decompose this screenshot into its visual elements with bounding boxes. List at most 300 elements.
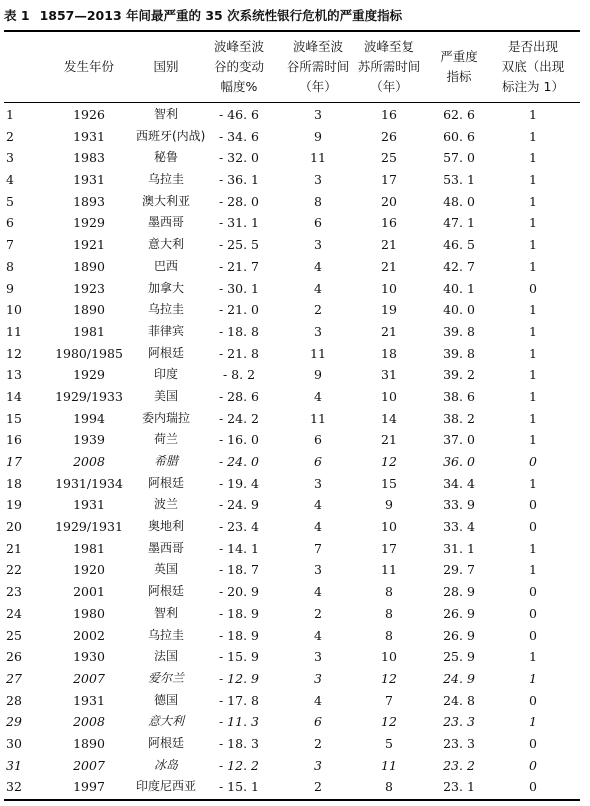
- row-years-to-recovery: 10: [381, 649, 397, 665]
- table-row: [0, 690, 590, 712]
- table-row: [0, 147, 590, 169]
- row-country: 阿根廷: [147, 735, 184, 750]
- row-double-dip: 1: [529, 345, 537, 361]
- row-double-dip: 1: [529, 562, 537, 578]
- row-years-to-trough: 9: [314, 367, 322, 383]
- row-year: 1920: [73, 562, 105, 578]
- row-double-dip: 0: [529, 454, 537, 469]
- row-double-dip: 1: [529, 128, 537, 144]
- row-number: 26: [6, 649, 22, 665]
- row-double-dip: 1: [529, 237, 537, 253]
- row-severity: 60. 6: [443, 128, 475, 144]
- table-row: [0, 278, 590, 300]
- row-number: 16: [6, 432, 22, 448]
- row-years-to-trough: 4: [314, 519, 322, 535]
- table-row: [0, 191, 590, 213]
- row-country: 西班牙(内战): [136, 128, 206, 143]
- row-severity: 23. 1: [443, 779, 475, 795]
- row-country: 巴西: [153, 258, 178, 273]
- row-number: 21: [6, 540, 22, 556]
- row-year: 1931/1934: [55, 475, 123, 491]
- bottom-rule: [4, 799, 580, 801]
- row-drop: - 23. 4: [218, 519, 259, 535]
- row-number: 6: [6, 215, 14, 231]
- row-number: 20: [6, 519, 22, 535]
- row-years-to-recovery: 10: [381, 388, 397, 404]
- row-years-to-recovery: 17: [381, 172, 397, 188]
- table-row: [0, 538, 590, 560]
- row-years-to-trough: 2: [314, 605, 322, 621]
- row-country: 意大利: [147, 237, 184, 252]
- row-year: 1893: [73, 193, 105, 209]
- table-caption: [4, 6, 402, 24]
- row-severity: 62. 6: [443, 107, 475, 122]
- row-number: 24: [6, 605, 22, 621]
- row-severity: 46. 5: [443, 237, 475, 253]
- row-drop: - 15. 9: [218, 649, 259, 665]
- row-severity: 40. 1: [443, 280, 475, 296]
- table-row: [0, 212, 590, 234]
- header-year: 发生年份: [63, 59, 114, 74]
- row-country: 意大利: [147, 714, 184, 729]
- row-years-to-trough: 4: [314, 584, 322, 600]
- table-row: [0, 646, 590, 668]
- row-double-dip: 0: [529, 779, 537, 795]
- row-country: 波兰: [153, 497, 178, 512]
- row-year: 1931: [73, 692, 105, 708]
- row-years-to-recovery: 11: [381, 757, 397, 773]
- row-years-to-trough: 3: [314, 107, 322, 122]
- row-year: 1921: [73, 237, 105, 253]
- row-year: 2008: [73, 714, 105, 730]
- row-years-to-recovery: 15: [381, 475, 397, 491]
- row-number: 29: [6, 714, 22, 730]
- row-years-to-recovery: 8: [385, 627, 393, 643]
- row-year: 1931: [73, 172, 105, 188]
- row-double-dip: 1: [529, 107, 537, 122]
- row-drop: - 15. 1: [218, 779, 259, 795]
- row-years-to-trough: 2: [314, 779, 322, 795]
- row-double-dip: 1: [529, 670, 537, 686]
- row-drop: - 31. 1: [218, 215, 259, 231]
- header-severity: 严重度 指标: [440, 49, 478, 84]
- row-country: 智利: [153, 605, 178, 620]
- row-years-to-recovery: 18: [381, 345, 397, 361]
- row-severity: 39. 8: [443, 323, 475, 339]
- row-double-dip: 0: [529, 735, 537, 751]
- row-years-to-trough: 4: [314, 258, 322, 274]
- row-number: 19: [6, 497, 22, 513]
- row-years-to-trough: 2: [314, 735, 322, 751]
- row-double-dip: 1: [529, 367, 537, 383]
- row-severity: 33. 9: [443, 497, 475, 513]
- table-row: [0, 321, 590, 343]
- row-double-dip: 1: [529, 258, 537, 274]
- row-severity: 36. 0: [443, 454, 475, 469]
- table-row: [0, 169, 590, 191]
- row-years-to-trough: 8: [314, 193, 322, 209]
- row-year: 1930: [73, 649, 105, 665]
- row-years-to-recovery: 9: [385, 497, 393, 513]
- row-years-to-trough: 3: [314, 562, 322, 578]
- row-drop: - 20. 9: [218, 584, 259, 600]
- row-year: 1981: [73, 323, 105, 339]
- row-year: 1931: [73, 128, 105, 144]
- row-country: 阿根廷: [147, 475, 184, 490]
- row-severity: 26. 9: [443, 605, 475, 621]
- table-row: [0, 343, 590, 365]
- row-number: 12: [6, 345, 22, 361]
- row-year: 1994: [73, 410, 105, 426]
- row-years-to-recovery: 8: [385, 584, 393, 600]
- table-title: 1857—2013 年间最严重的 35 次系统性银行危机的严重度指标: [39, 8, 403, 23]
- row-drop: - 25. 5: [218, 237, 259, 253]
- row-drop: - 30. 1: [218, 280, 259, 296]
- row-years-to-recovery: 8: [385, 779, 393, 795]
- top-rule: [4, 30, 580, 32]
- row-years-to-trough: 3: [314, 323, 322, 339]
- row-country: 墨西哥: [147, 215, 184, 230]
- row-number: 22: [6, 562, 22, 578]
- row-drop: - 21. 0: [218, 302, 259, 318]
- row-country: 希腊: [153, 454, 178, 468]
- row-number: 9: [6, 280, 14, 296]
- row-years-to-recovery: 12: [381, 670, 397, 686]
- row-year: 1939: [73, 432, 105, 448]
- row-severity: 31. 1: [443, 540, 475, 556]
- row-severity: 24. 8: [443, 692, 475, 708]
- row-number: 17: [6, 454, 22, 469]
- row-years-to-trough: 11: [310, 345, 326, 361]
- row-severity: 23. 2: [443, 757, 475, 773]
- table-row: [0, 104, 590, 126]
- row-drop: - 36. 1: [218, 172, 259, 188]
- row-years-to-recovery: 12: [381, 714, 397, 730]
- row-years-to-recovery: 31: [381, 367, 397, 383]
- header-index: [0, 34, 42, 100]
- row-double-dip: 0: [529, 605, 537, 621]
- row-number: 31: [6, 757, 22, 773]
- row-number: 7: [6, 237, 14, 253]
- table-row: [0, 516, 590, 538]
- row-double-dip: 0: [529, 627, 537, 643]
- row-number: 18: [6, 475, 22, 491]
- table-row: [0, 234, 590, 256]
- row-years-to-recovery: 17: [381, 540, 397, 556]
- header-country: 国别: [153, 59, 179, 74]
- row-severity: 29. 7: [443, 562, 475, 578]
- row-country: 爱尔兰: [147, 670, 184, 685]
- row-severity: 38. 2: [443, 410, 475, 426]
- row-double-dip: 1: [529, 302, 537, 318]
- row-number: 27: [6, 670, 22, 686]
- row-number: 14: [6, 388, 22, 404]
- row-country: 印度尼西亚: [136, 779, 197, 794]
- row-year: 2001: [73, 584, 105, 600]
- row-double-dip: 1: [529, 432, 537, 448]
- header-years-to-trough: 波峰至波 谷所需时间 （年）: [286, 39, 350, 94]
- row-years-to-trough: 4: [314, 627, 322, 643]
- row-severity: 23. 3: [443, 714, 475, 730]
- row-country: 乌拉圭: [147, 302, 184, 317]
- row-double-dip: 1: [529, 410, 537, 426]
- table-row: [0, 581, 590, 603]
- row-severity: 34. 4: [443, 475, 475, 491]
- row-years-to-recovery: 10: [381, 280, 397, 296]
- row-years-to-trough: 3: [314, 237, 322, 253]
- row-years-to-recovery: 19: [381, 302, 397, 318]
- row-year: 1890: [73, 258, 105, 274]
- row-years-to-recovery: 7: [385, 692, 393, 708]
- row-years-to-recovery: 14: [381, 410, 397, 426]
- row-number: 11: [6, 323, 22, 339]
- row-year: 1980: [73, 605, 105, 621]
- table-row: [0, 451, 590, 473]
- row-number: 30: [6, 735, 22, 751]
- row-year: 1981: [73, 540, 105, 556]
- table-row: [0, 408, 590, 430]
- row-country: 阿根廷: [147, 584, 184, 599]
- row-country: 乌拉圭: [147, 172, 184, 187]
- table-body: [0, 104, 590, 798]
- row-double-dip: 1: [529, 172, 537, 188]
- row-double-dip: 0: [529, 692, 537, 708]
- row-country: 荷兰: [153, 432, 178, 447]
- row-years-to-recovery: 21: [381, 323, 397, 339]
- row-country: 阿根廷: [147, 345, 184, 360]
- row-severity: 57. 0: [443, 150, 475, 166]
- row-drop: - 34. 6: [218, 128, 259, 144]
- row-number: 8: [6, 258, 14, 274]
- row-year: 1997: [73, 779, 105, 795]
- row-severity: 47. 1: [443, 215, 475, 231]
- row-double-dip: 1: [529, 714, 537, 730]
- table-row: [0, 126, 590, 148]
- row-years-to-trough: 4: [314, 692, 322, 708]
- row-double-dip: 1: [529, 323, 537, 339]
- table-row: [0, 625, 590, 647]
- row-years-to-trough: 3: [314, 172, 322, 188]
- row-country: 法国: [153, 649, 178, 664]
- row-years-to-recovery: 5: [385, 735, 393, 751]
- row-country: 菲律宾: [147, 323, 184, 338]
- row-drop: - 16. 0: [218, 432, 259, 448]
- row-severity: 26. 9: [443, 627, 475, 643]
- row-year: 1926: [73, 107, 105, 122]
- row-year: 2007: [73, 757, 105, 773]
- row-year: 1923: [73, 280, 105, 296]
- row-years-to-trough: 3: [314, 649, 322, 665]
- row-number: 5: [6, 193, 14, 209]
- row-years-to-trough: 4: [314, 388, 322, 404]
- row-drop: - 18. 9: [218, 627, 259, 643]
- table-row: [0, 473, 590, 495]
- row-year: 2007: [73, 670, 105, 686]
- table-row: [0, 256, 590, 278]
- row-year: 1983: [73, 150, 105, 166]
- table-row: [0, 299, 590, 321]
- row-double-dip: 0: [529, 497, 537, 513]
- row-years-to-recovery: 21: [381, 237, 397, 253]
- row-double-dip: 0: [529, 280, 537, 296]
- row-number: 25: [6, 627, 22, 643]
- row-years-to-recovery: 20: [381, 193, 397, 209]
- row-years-to-trough: 6: [314, 454, 322, 469]
- table-row: [0, 559, 590, 581]
- row-number: 1: [6, 107, 14, 122]
- header-drop: 波峰至波 谷的变动 幅度%: [213, 39, 264, 94]
- row-drop: - 24. 0: [218, 454, 259, 469]
- row-years-to-recovery: 12: [381, 454, 397, 469]
- row-years-to-trough: 3: [314, 670, 322, 686]
- row-severity: 28. 9: [443, 584, 475, 600]
- row-drop: - 28. 6: [218, 388, 259, 404]
- row-number: 28: [6, 692, 22, 708]
- table-row: [0, 776, 590, 798]
- row-year: 1929/1933: [55, 388, 123, 404]
- row-years-to-trough: 4: [314, 497, 322, 513]
- row-year: 1890: [73, 302, 105, 318]
- row-double-dip: 1: [529, 215, 537, 231]
- row-years-to-trough: 6: [314, 215, 322, 231]
- row-double-dip: 1: [529, 193, 537, 209]
- row-years-to-trough: 2: [314, 302, 322, 318]
- row-country: 乌拉圭: [147, 627, 184, 642]
- row-double-dip: 0: [529, 584, 537, 600]
- row-year: 1980/1985: [55, 345, 123, 361]
- row-drop: - 18. 3: [218, 735, 259, 751]
- row-year: 2008: [73, 454, 105, 469]
- row-country: 英国: [153, 562, 178, 577]
- row-double-dip: 1: [529, 388, 537, 404]
- table-row: [0, 603, 590, 625]
- row-country: 秘鲁: [153, 150, 178, 165]
- row-years-to-trough: 3: [314, 475, 322, 491]
- row-years-to-recovery: 16: [381, 107, 397, 122]
- row-double-dip: 1: [529, 150, 537, 166]
- row-years-to-trough: 6: [314, 432, 322, 448]
- row-years-to-trough: 9: [314, 128, 322, 144]
- row-number: 13: [6, 367, 22, 383]
- row-drop: - 18. 9: [218, 605, 259, 621]
- row-drop: - 28. 0: [218, 193, 259, 209]
- row-years-to-trough: 4: [314, 280, 322, 296]
- row-years-to-recovery: 21: [381, 258, 397, 274]
- table-row: [0, 429, 590, 451]
- table-row: [0, 386, 590, 408]
- row-severity: 38. 6: [443, 388, 475, 404]
- row-drop: - 12. 9: [218, 670, 259, 686]
- row-years-to-trough: 7: [314, 540, 322, 556]
- row-country: 印度: [153, 367, 178, 382]
- row-severity: 37. 0: [443, 432, 475, 448]
- row-years-to-recovery: 10: [381, 519, 397, 535]
- row-year: 1929: [73, 367, 105, 383]
- row-drop: - 21. 7: [218, 258, 259, 274]
- row-double-dip: 0: [529, 757, 537, 773]
- row-drop: - 8. 2: [222, 367, 256, 383]
- row-years-to-recovery: 21: [381, 432, 397, 448]
- row-years-to-recovery: 16: [381, 215, 397, 231]
- table-row: [0, 364, 590, 386]
- table-row: [0, 668, 590, 690]
- row-years-to-recovery: 25: [381, 150, 397, 166]
- table-row: [0, 755, 590, 777]
- row-year: 1931: [73, 497, 105, 513]
- row-number: 10: [6, 302, 22, 318]
- row-years-to-trough: 3: [314, 757, 322, 773]
- row-severity: 53. 1: [443, 172, 475, 188]
- row-drop: - 12. 2: [218, 757, 259, 773]
- row-year: 1929/1931: [55, 519, 123, 535]
- row-severity: 23. 3: [443, 735, 475, 751]
- row-double-dip: 0: [529, 519, 537, 535]
- row-severity: 33. 4: [443, 519, 475, 535]
- row-drop: - 24. 2: [218, 410, 259, 426]
- table-row: [0, 711, 590, 733]
- row-double-dip: 1: [529, 649, 537, 665]
- header-double-dip: 是否出现 双底（出现 标注为 1）: [501, 39, 565, 94]
- row-drop: - 32. 0: [218, 150, 259, 166]
- row-drop: - 46. 6: [218, 107, 259, 122]
- row-country: 委内瑞拉: [141, 410, 190, 425]
- row-drop: - 24. 9: [218, 497, 259, 513]
- table-header: [0, 34, 590, 100]
- row-number: 23: [6, 584, 22, 600]
- row-drop: - 21. 8: [218, 345, 259, 361]
- row-country: 冰岛: [153, 757, 178, 772]
- row-number: 3: [6, 150, 14, 166]
- row-drop: - 19. 4: [218, 475, 259, 491]
- row-year: 1890: [73, 735, 105, 751]
- row-drop: - 11. 3: [218, 714, 259, 730]
- row-drop: - 17. 8: [218, 692, 259, 708]
- row-severity: 25. 9: [443, 649, 475, 665]
- row-severity: 39. 2: [443, 367, 475, 383]
- row-number: 4: [6, 172, 14, 188]
- table-number: 表 1: [4, 8, 30, 23]
- row-number: 15: [6, 410, 22, 426]
- row-years-to-trough: 11: [310, 410, 326, 426]
- row-drop: - 18. 8: [218, 323, 259, 339]
- table-row: [0, 494, 590, 516]
- row-year: 2002: [73, 627, 105, 643]
- row-years-to-trough: 11: [310, 150, 326, 166]
- row-country: 奥地利: [147, 519, 184, 534]
- row-country: 智利: [153, 107, 178, 121]
- row-country: 加拿大: [147, 280, 184, 295]
- row-year: 1929: [73, 215, 105, 231]
- row-severity: 39. 8: [443, 345, 475, 361]
- row-years-to-recovery: 11: [381, 562, 397, 578]
- row-severity: 48. 0: [443, 193, 475, 209]
- row-years-to-recovery: 8: [385, 605, 393, 621]
- row-years-to-trough: 6: [314, 714, 322, 730]
- row-country: 德国: [153, 692, 178, 707]
- row-double-dip: 1: [529, 475, 537, 491]
- header-years-to-recovery: 波峰至复 苏所需时间 （年）: [357, 39, 421, 94]
- row-country: 美国: [153, 388, 178, 403]
- table-row: [0, 733, 590, 755]
- row-severity: 40. 0: [443, 302, 475, 318]
- row-severity: 42. 7: [443, 258, 475, 274]
- row-country: 澳大利亚: [141, 193, 190, 208]
- row-number: 32: [6, 779, 22, 795]
- row-number: 2: [6, 128, 14, 144]
- row-country: 墨西哥: [147, 540, 184, 555]
- row-double-dip: 1: [529, 540, 537, 556]
- row-drop: - 18. 7: [218, 562, 259, 578]
